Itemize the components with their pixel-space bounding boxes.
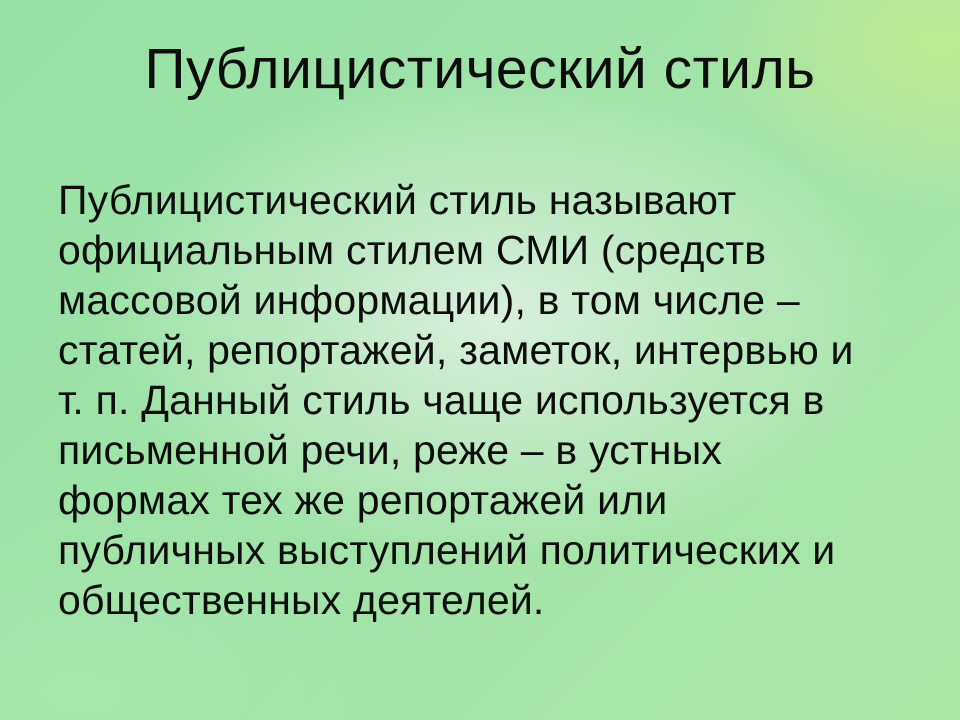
body-text xyxy=(58,175,948,625)
body-line: т. п. Данный стиль чаще используется в xyxy=(58,377,825,423)
slide-title: Публицистический стиль xyxy=(144,37,816,101)
body-line: массовой информации), в том числе – xyxy=(58,277,800,323)
body-line: Публицистический стиль называют xyxy=(58,177,737,223)
body-line: публичных выступлений политических и xyxy=(58,527,836,573)
body-line: общественных деятелей. xyxy=(58,577,545,623)
body-line: формах тех же репортажей или xyxy=(58,477,668,523)
body-line: официальным стилем СМИ (средств xyxy=(58,227,767,273)
body-line: статей, репортажей, заметок, интервью и xyxy=(58,327,854,373)
body-line: письменной речи, реже – в устных xyxy=(58,427,723,473)
